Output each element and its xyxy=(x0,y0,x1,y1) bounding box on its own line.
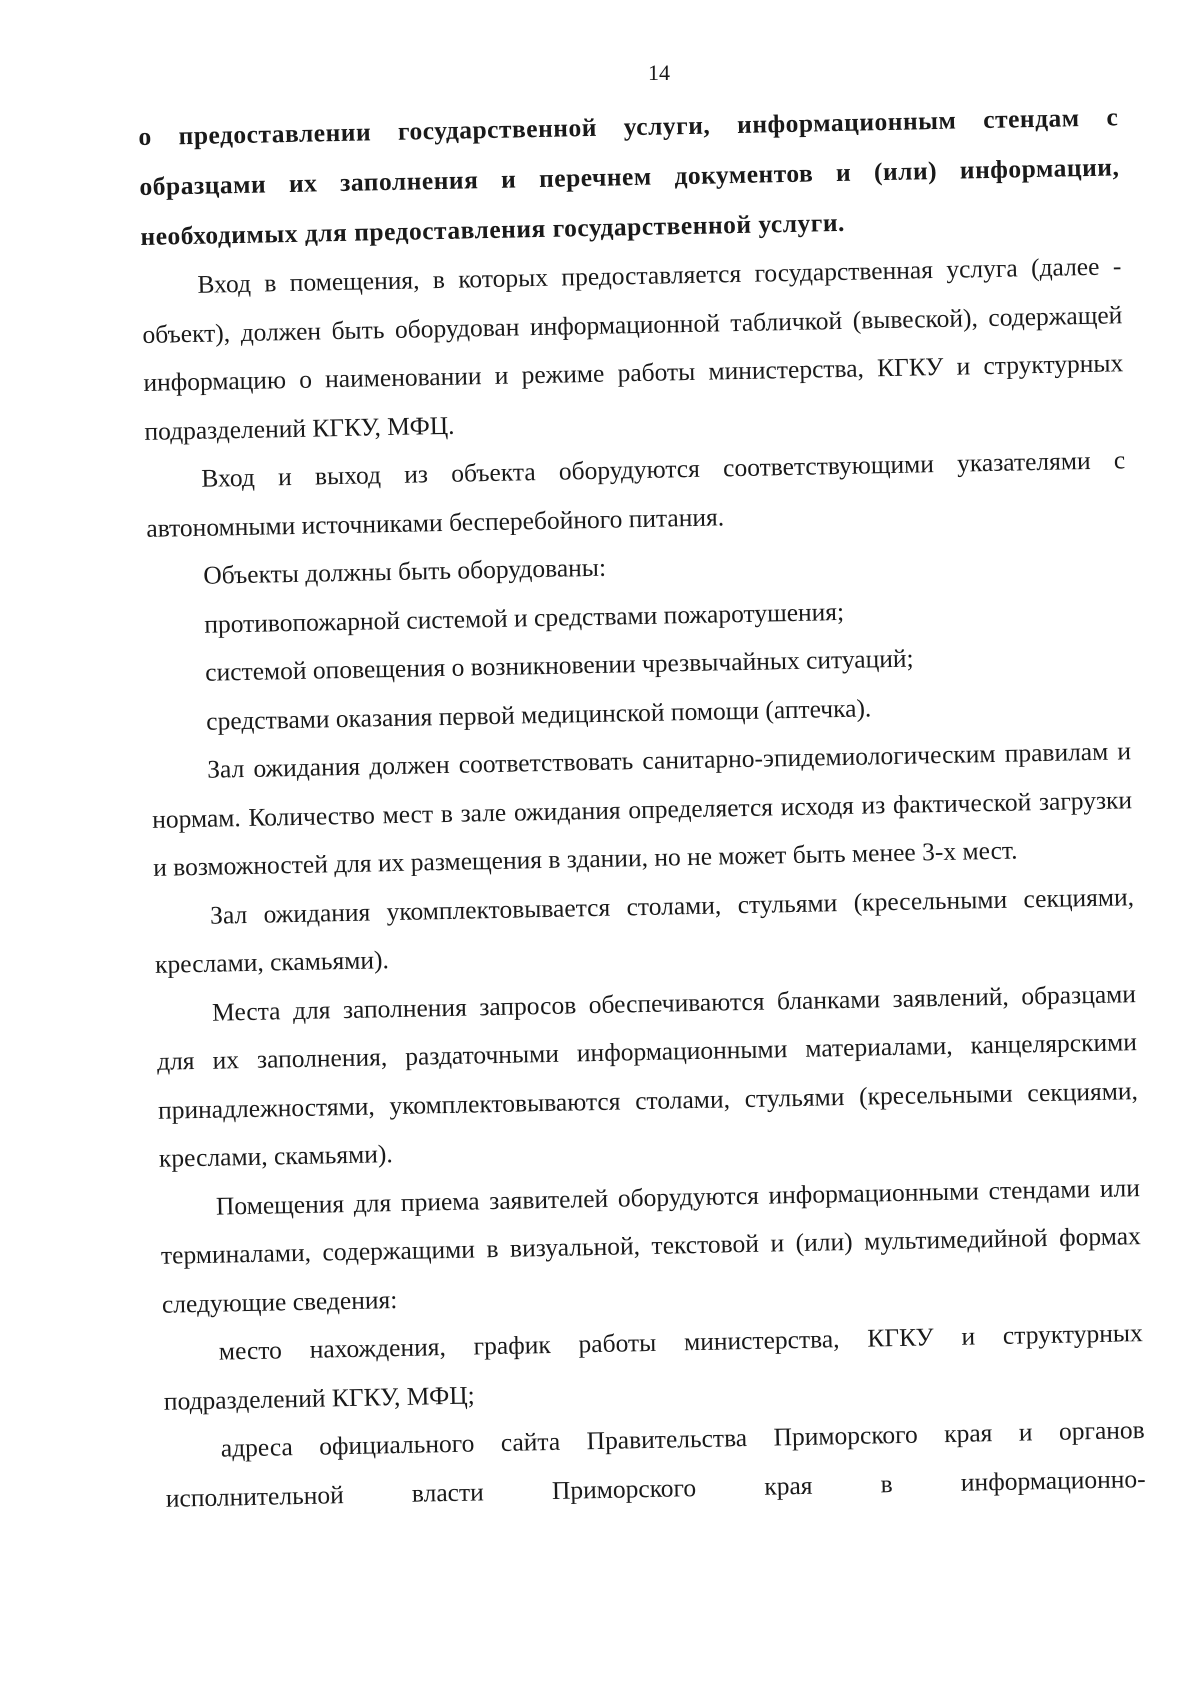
list-item-location-schedule: место нахождения, график работы министерства, КГКУ и структурных подразделений КГКУ, МФЦ; xyxy=(163,1318,1143,1416)
page-content xyxy=(138,92,1146,1522)
paragraph-objects-equipment-intro: Объекты должны быть оборудованы: xyxy=(203,552,607,590)
paragraph-entrance-signage: Вход в помещения, в которых предоставляется государственная услуга (далее - объект), должен быть оборудован информационной табличкой (вывеской), содержащей информацию о наименовании и режиме работы министерства, КГКУ и структурных подразделений КГКУ, МФЦ. xyxy=(142,251,1124,446)
list-item-first-aid: средствами оказания первой медицинской помощи (аптечка). xyxy=(205,692,872,736)
paragraph-waiting-room-furniture: Зал ожидания укомплектовывается столами, стульями (кресельными секциями, креслами, скамьями). xyxy=(154,881,1135,979)
paragraph-reception-rooms-stands: Помещения для приема заявителей оборудуются информационными стендами или терминалами, содержащими в визуальной, текстовой и (или) мультимедийной формах следующие сведения: xyxy=(160,1172,1142,1319)
list-item-emergency-alert: системой оповещения о возникновении чрезвычайных ситуаций; xyxy=(204,643,914,687)
page-number: 14 xyxy=(648,60,670,85)
list-item-official-website: адреса официального сайта Правительства Приморского края и органов исполнительной власти Приморского края в информационно- xyxy=(165,1415,1146,1513)
section-heading-continuation: о предоставлении государственной услуги, информационным стендам с образцами их заполнения и перечнем документов и (или) информации, необходимых для предоставления государственной услуги. xyxy=(138,102,1120,251)
paragraph-request-filling-places: Места для заполнения запросов обеспечиваются бланками заявлений, образцами для их заполнения, раздаточными информационными материалами, канцелярскими принадлежностями, укомплектовываются столами, стульями (кресельными секциями, креслами, скамьями). xyxy=(156,978,1139,1173)
list-item-fire-system: противопожарной системой и средствами пожаротушения; xyxy=(203,596,845,639)
paragraph-waiting-room-norms: Зал ожидания должен соответствовать санитарно-эпидемиологическим правилам и нормам. Количество мест в зале ожидания определяется исходя из фактической загрузки и возможностей для их размещения в здании, но не может быть менее 3-х мест. xyxy=(151,736,1133,882)
paragraph-entrance-exit-signs: Вход и выход из объекта оборудуются соответствующими указателями с автономными источниками бесперебойного питания. xyxy=(146,445,1126,543)
